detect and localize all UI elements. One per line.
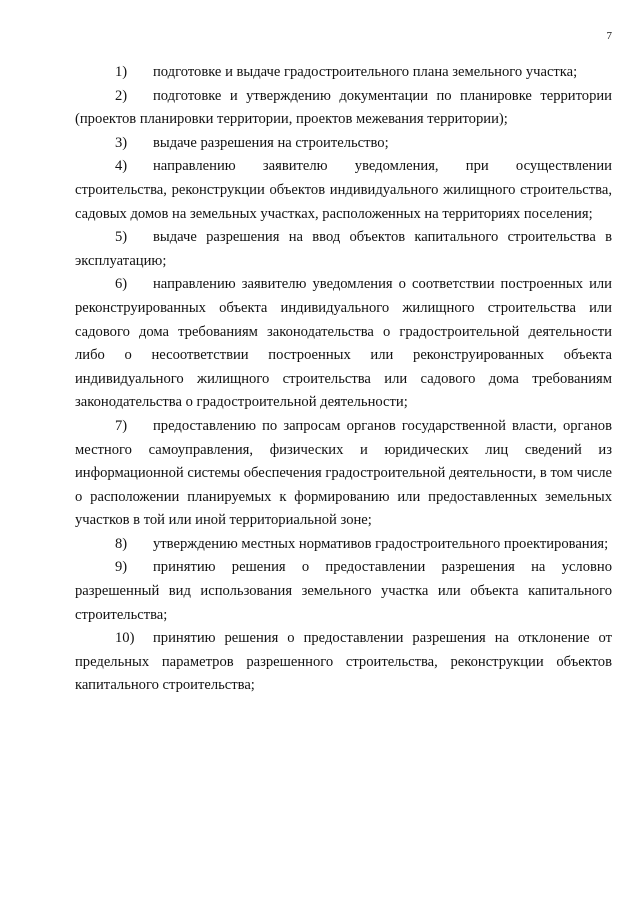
list-item-number: 5) (115, 229, 128, 246)
list-item-text: утверждению местных нормативов градостроительного проектирования; (153, 535, 609, 552)
list-item-10 (75, 627, 612, 698)
list-item-text: направлению заявителю уведомления о соответствии построенных или реконструированных объекта индивидуального жилищного строительства или садового дома требованиям законодательства о градостроительной деятельности либо о несоответствии построенных или реконструированных объекта индивидуального жилищного строительства или садового дома требованиям законодательства о градостроительной деятельности; (75, 276, 612, 411)
list-item-number: 4) (115, 158, 128, 175)
list-item-text: предоставлению по запросам органов государственной власти, органов местного самоуправления, физических и юридических лиц сведений из информационной системы обеспечения градостроительной деятельности, в том числе о расположении планируемых к формированию или предоставленных земельных участков в той или иной территориальной зоне; (75, 417, 612, 529)
list-item-9 (75, 556, 612, 627)
list-item-text: направлению заявителю уведомления, при осуществлении строительства, реконструкции объектов индивидуального жилищного строительства, садовых домов на земельных участках, расположенных на территориях поселения; (75, 158, 612, 222)
list-item-number: 2) (115, 87, 128, 104)
list-item-number: 9) (115, 559, 128, 576)
list-item-6 (75, 273, 612, 415)
page-number: 7 (606, 30, 612, 42)
list-item-number: 1) (115, 64, 128, 80)
list-item-1 (75, 61, 612, 85)
list-item-text: подготовке и утверждению документации по планировке территории (проектов планировки территории, проектов межевания территории); (75, 87, 612, 128)
list-item-text: выдаче разрешения на строительство; (153, 134, 389, 151)
list-item-2 (75, 85, 612, 132)
list-item-5 (75, 226, 612, 273)
list-item-3 (75, 132, 612, 156)
list-item-text: выдаче разрешения на ввод объектов капитального строительства в эксплуатацию; (75, 229, 612, 269)
list-item-number: 7) (115, 417, 128, 434)
list-item-number: 6) (115, 276, 128, 293)
list-item-text: принятию решения о предоставлении разрешения на условно разрешенный вид использования земельного участка или объекта капитального строительства; (75, 559, 612, 623)
list-item-text: подготовке и выдаче градостроительного плана земельного участка; (153, 64, 578, 80)
list-item-8 (75, 533, 612, 557)
list-item-number: 10) (115, 630, 135, 647)
list-item-number: 3) (115, 134, 128, 151)
list-item-text: принятию решения о предоставлении разрешения на отклонение от предельных параметров разрешенного строительства, реконструкции объектов капитального строительства; (75, 630, 612, 694)
list-item-number: 8) (115, 535, 128, 552)
numbered-list (75, 61, 612, 698)
list-item-4 (75, 155, 612, 226)
list-item-7 (75, 415, 612, 533)
